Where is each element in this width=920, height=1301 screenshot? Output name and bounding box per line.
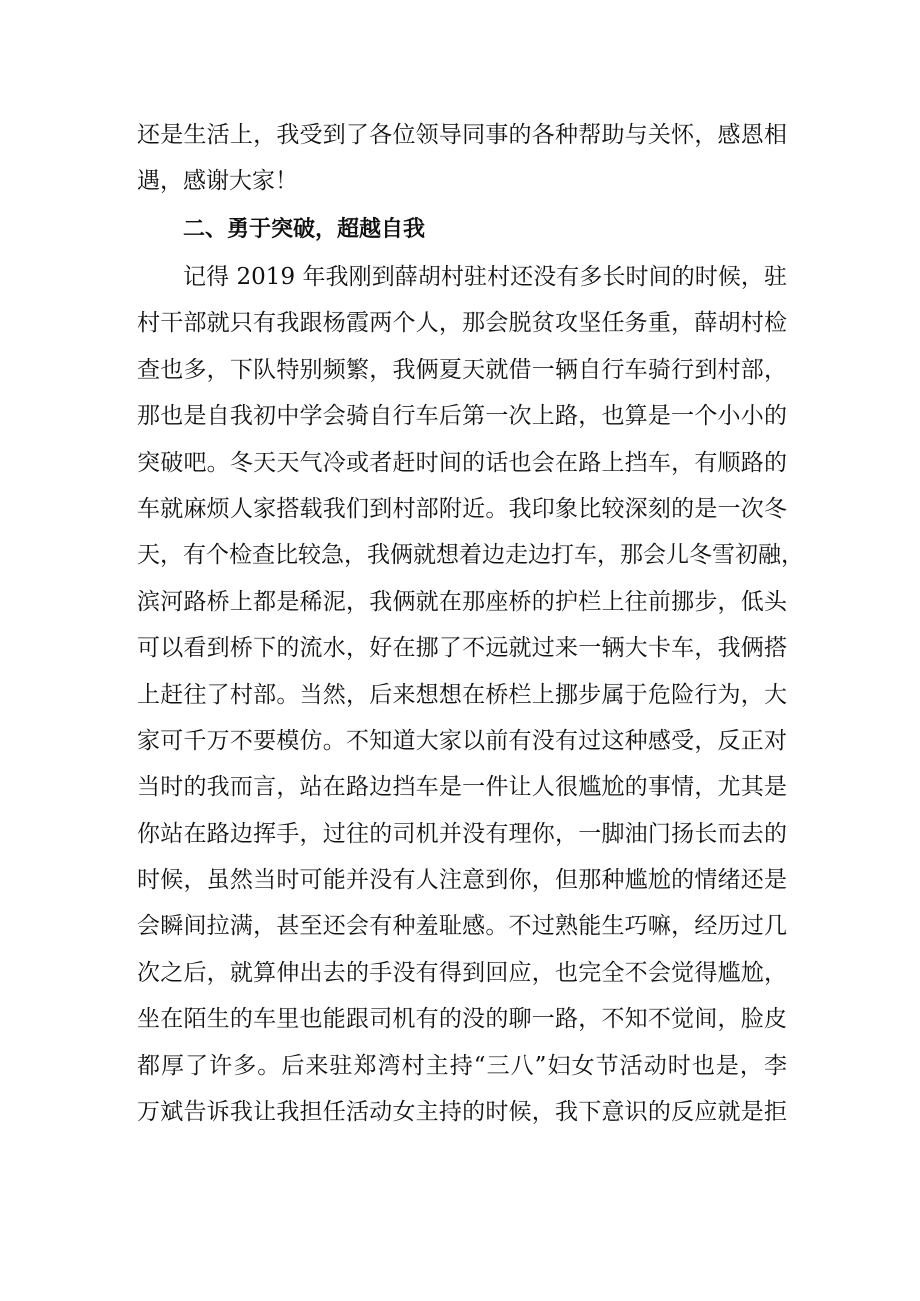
paragraph-line: 还是生活上，我受到了各位领导同事的各种帮助与关怀，感恩相 — [137, 122, 787, 148]
paragraph-line: 突破吧。冬天天气冷或者赶时间的话也会在路上挡车，有顺路的 — [137, 449, 787, 476]
paragraph-line: 坐在陌生的车里也能跟司机有的没的聊一路，不知不觉间，脸皮 — [137, 1006, 787, 1033]
paragraph-line: 上赶往了村部。当然，后来想想在桥栏上挪步属于危险行为，大 — [137, 681, 787, 708]
paragraph-line: 次之后，就算伸出去的手没有得到回应，也完全不会觉得尴尬， — [137, 959, 787, 986]
body-paragraph — [137, 254, 804, 1135]
paragraph-line: 当时的我而言，站在路边挡车是一件让人很尴尬的事情，尤其是 — [137, 774, 787, 801]
paragraph-line: 都厚了许多。后来驻郑湾村主持“三八”妇女节活动时也是，李 — [137, 1052, 787, 1079]
paragraph-line: 遇，感谢大家！ — [137, 168, 298, 195]
paragraph-line: 车就麻烦人家搭载我们到村部附近。我印象比较深刻的是一次冬 — [137, 495, 787, 522]
paragraph-line: 时候，虽然当时可能并没有人注意到你，但那种尴尬的情绪还是 — [137, 867, 787, 894]
paragraph-line: 查也多，下队特别频繁，我俩夏天就借一辆自行车骑行到村部， — [137, 356, 787, 383]
paragraph-line: 万斌告诉我让我担任活动女主持的时候，我下意识的反应就是拒 — [137, 1099, 787, 1126]
intro-paragraph — [137, 112, 787, 205]
section-heading: 二、勇于突破，超越自我 — [183, 217, 426, 242]
paragraph-line: 天，有个检查比较急，我俩就想着边走边打车，那会儿冬雪初融， — [137, 542, 804, 569]
paragraph-line: 会瞬间拉满，甚至还会有种羞耻感。不过熟能生巧嘛，经历过几 — [137, 913, 787, 940]
paragraph-line: 家可千万不要模仿。不知道大家以前有没有过这种感受，反正对 — [137, 727, 787, 754]
section-heading-block — [137, 207, 787, 253]
paragraph-line: 可以看到桥下的流水，好在挪了不远就过来一辆大卡车，我俩搭 — [137, 635, 787, 662]
paragraph-line: 村干部就只有我跟杨霞两个人，那会脱贫攻坚任务重，薛胡村检 — [137, 310, 787, 337]
paragraph-line: 那也是自我初中学会骑自行车后第一次上路，也算是一个小小的 — [137, 403, 787, 430]
paragraph-line: 滨河路桥上都是稀泥，我俩就在那座桥的护栏上往前挪步，低头 — [137, 588, 787, 615]
paragraph-line: 你站在路边挥手，过往的司机并没有理你，一脚油门扬长而去的 — [137, 820, 787, 847]
paragraph-line: 记得 2019 年我刚到薛胡村驻村还没有多长时间的时候，驻 — [183, 264, 787, 290]
